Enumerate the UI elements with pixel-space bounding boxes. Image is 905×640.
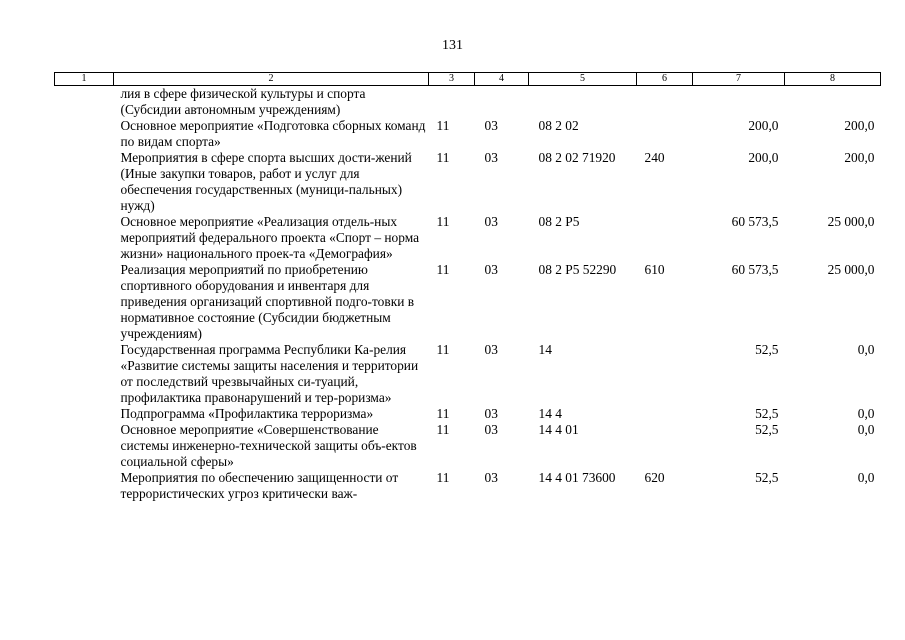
- cell-name: лия в сфере физической культуры и спорта (Субсидии автономным учреждениям): [120, 86, 366, 117]
- header-row: [55, 73, 881, 86]
- cell-target-article: 14: [538, 342, 552, 357]
- cell-amount-2: 200,0: [844, 150, 875, 165]
- table-row: [55, 118, 881, 150]
- cell-name: Основное мероприятие «Подготовка сборных команд по видам спорта»: [120, 118, 426, 149]
- table-body: [55, 86, 881, 503]
- cell-section: 11: [436, 342, 450, 357]
- cell-subsection: 03: [484, 262, 498, 277]
- header-col-5: 5: [529, 73, 637, 86]
- header-col-6: 6: [637, 73, 693, 86]
- cell-col-1: [55, 118, 114, 150]
- cell-amount-2: 0,0: [857, 422, 875, 437]
- cell-amount-1: 60 573,5: [731, 262, 779, 277]
- cell-amount-1: 52,5: [755, 422, 779, 437]
- cell-amount-2: 0,0: [857, 470, 875, 485]
- header-col-1: 1: [55, 73, 114, 86]
- cell-name: Подпрограмма «Профилактика терроризма»: [120, 406, 374, 421]
- cell-expense-type: 240: [644, 150, 665, 165]
- header-col-3: 3: [429, 73, 475, 86]
- cell-expense-type: [637, 214, 693, 262]
- header-col-7: 7: [693, 73, 785, 86]
- cell-col-1: [55, 86, 114, 119]
- cell-expense-type: [637, 86, 693, 119]
- cell-amount-2: 25 000,0: [827, 214, 875, 229]
- cell-expense-type: [637, 118, 693, 150]
- cell-name: Государственная программа Республики Ка-релия «Развитие системы защиты населения и территории от последствий чрезвычайных си-туаций, профилактика правонарушений и тер-роризма»: [120, 342, 419, 405]
- cell-amount-2: 25 000,0: [827, 262, 875, 277]
- cell-target-article: 14 4 01 73600: [538, 470, 616, 485]
- table-row: [55, 342, 881, 406]
- cell-section: [429, 86, 475, 119]
- cell-section: 11: [436, 470, 450, 485]
- header-col-2: 2: [114, 73, 429, 86]
- header-col-4: 4: [475, 73, 529, 86]
- cell-expense-type: 610: [644, 262, 665, 277]
- cell-amount-1: 60 573,5: [731, 214, 779, 229]
- cell-amount-2: 0,0: [857, 406, 875, 421]
- cell-amount-1: 52,5: [755, 470, 779, 485]
- cell-name: Реализация мероприятий по приобретению спортивного оборудования и инвентаря для приведения организаций спортивной подго-товки в нормативное состояние (Субсидии бюджетным учреждениям): [120, 262, 415, 341]
- cell-section: 11: [436, 150, 450, 165]
- budget-table: [54, 72, 881, 502]
- cell-name: Основное мероприятие «Совершенствование системы инженерно-технической защиты объ-ектов социальной сферы»: [120, 422, 417, 469]
- cell-amount-2: 0,0: [857, 342, 875, 357]
- cell-subsection: [475, 86, 529, 119]
- cell-col-1: [55, 150, 114, 214]
- cell-col-1: [55, 262, 114, 342]
- header-col-8: 8: [785, 73, 881, 86]
- cell-subsection: 03: [484, 342, 498, 357]
- cell-name: Основное мероприятие «Реализация отдель-ных мероприятий федерального проекта «Спорт – норма жизни» национального проек-та «Демография»: [120, 214, 420, 261]
- cell-subsection: 03: [484, 422, 498, 437]
- table-row: [55, 214, 881, 262]
- cell-col-1: [55, 422, 114, 470]
- cell-amount-1: 200,0: [748, 150, 779, 165]
- cell-amount-1: 52,5: [755, 342, 779, 357]
- cell-target-article: 14 4: [538, 406, 562, 421]
- page-number: 131: [442, 38, 463, 53]
- cell-amount-2: [785, 86, 881, 119]
- cell-name: Мероприятия в сфере спорта высших дости-жений (Иные закупки товаров, работ и услуг для обеспечения государственных (муници-пальных) нужд): [120, 150, 412, 213]
- table-row: [55, 262, 881, 342]
- cell-section: 11: [436, 406, 450, 421]
- cell-target-article: 08 2 P5: [538, 214, 580, 229]
- cell-amount-1: 200,0: [748, 118, 779, 133]
- cell-target-article: 08 2 02: [538, 118, 579, 133]
- table-row: [55, 422, 881, 470]
- cell-subsection: 03: [484, 118, 498, 133]
- cell-section: 11: [436, 262, 450, 277]
- table-row: [55, 406, 881, 422]
- cell-target-article: 14 4 01: [538, 422, 579, 437]
- table-row: [55, 86, 881, 119]
- cell-col-1: [55, 406, 114, 422]
- cell-expense-type: [637, 422, 693, 470]
- cell-amount-2: 200,0: [844, 118, 875, 133]
- cell-target-article: [529, 86, 637, 119]
- cell-col-1: [55, 342, 114, 406]
- cell-expense-type: [637, 342, 693, 406]
- cell-amount-1: [693, 86, 785, 119]
- cell-col-1: [55, 214, 114, 262]
- cell-expense-type: [637, 406, 693, 422]
- cell-expense-type: 620: [644, 470, 665, 485]
- table-header: [55, 73, 881, 86]
- cell-subsection: 03: [484, 150, 498, 165]
- cell-target-article: 08 2 02 71920: [538, 150, 616, 165]
- cell-target-article: 08 2 P5 52290: [538, 262, 617, 277]
- cell-section: 11: [436, 422, 450, 437]
- cell-subsection: 03: [484, 470, 498, 485]
- cell-subsection: 03: [484, 214, 498, 229]
- table-row: [55, 470, 881, 502]
- table-row: [55, 150, 881, 214]
- cell-subsection: 03: [484, 406, 498, 421]
- cell-amount-1: 52,5: [755, 406, 779, 421]
- cell-section: 11: [436, 214, 450, 229]
- cell-col-1: [55, 470, 114, 502]
- cell-name: Мероприятия по обеспечению защищенности от террористических угроз критически важ-: [120, 470, 399, 501]
- cell-section: 11: [436, 118, 450, 133]
